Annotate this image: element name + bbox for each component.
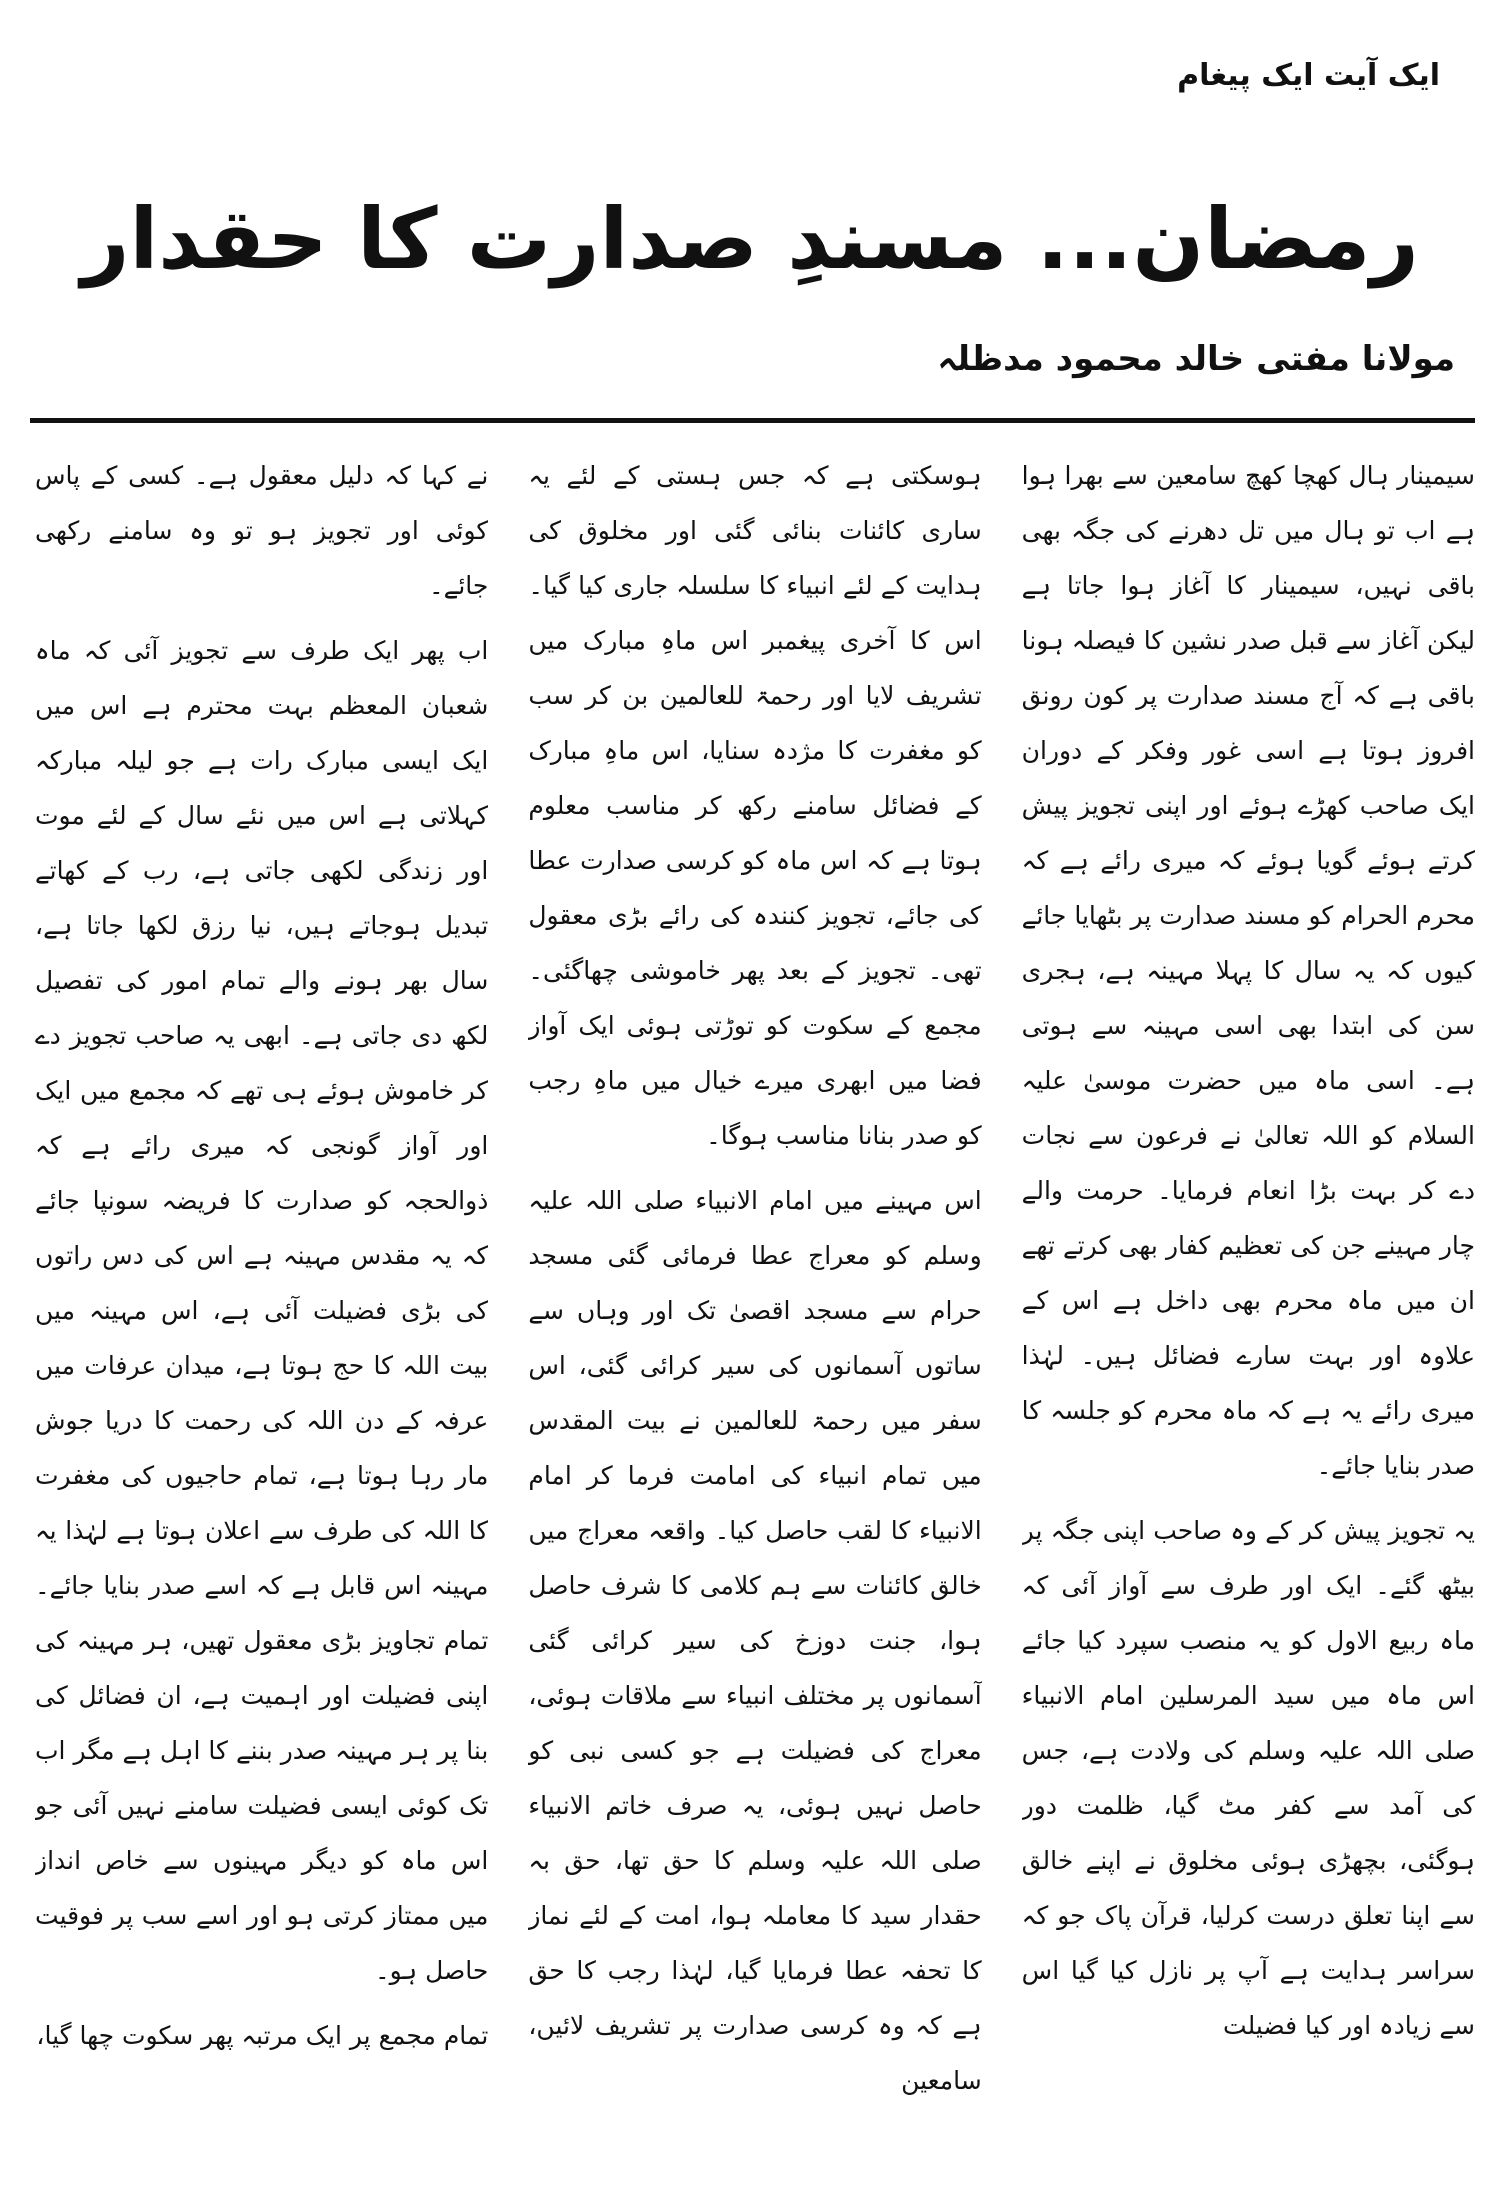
article-title: رمضان... مسندِ صدارت کا حقدار (81, 190, 1419, 288)
author-byline: مولانا مفتی خالد محمود مدظلہ (937, 339, 1455, 379)
paragraph: سیمینار ہال کھچا کھچ سامعین سے بھرا ہوا ہے اب تو ہال میں تل دھرنے کی جگہ بھی باقی نہیں، سیمینار کا آغاز ہوا جاتا ہے لیکن آغاز سے قبل صدر نشین کا فیصلہ ہونا باقی ہے کہ آج مسند صدارت پر کون رونق افروز ہوتا ہے اسی غور وفکر کے دوران ایک صاحب کھڑے ہوئے اور اپنی تجویز پیش کرتے ہوئے گویا ہوئے کہ میری رائے ہے کہ محرم الحرام کو مسند صدارت پر بٹھایا جائے کیوں کہ یہ سال کا پہلا مہینہ ہے، ہجری سن کی ابتدا بھی اسی مہینہ سے ہوتی ہے۔ اسی ماہ میں حضرت موسیٰ علیہ السلام کو اللہ تعالیٰ نے فرعون سے نجات دے کر بہت بڑا انعام فرمایا۔ حرمت والے چار مہینے جن کی تعظیم کفار بھی کرتے تھے ان میں ماہ محرم بھی داخل ہے اس کے علاوہ اور بہت سارے فضائل ہیں۔ لہٰذا میری رائے یہ ہے کہ ماہ محرم کو جلسہ کا صدر بنایا جائے۔ (1021, 461, 1475, 1480)
paragraph: یہ تجویز پیش کر کے وہ صاحب اپنی جگہ پر بیٹھ گئے۔ ایک اور طرف سے آواز آئی کہ ماہ ربیع الاول کو یہ منصب سپرد کیا جائے اس ماہ میں سید المرسلین امام الانبیاء صلی اللہ علیہ وسلم کی ولادت ہے، جس کی آمد سے کفر مٹ گیا، ظلمت دور ہوگئی، بچھڑی ہوئی مخلوق نے اپنے خالق سے اپنا تعلق درست کرلیا، قرآن پاک جو کہ سراسر ہدایت ہے آپ پر نازل کیا گیا اس سے زیادہ اور کیا فضیلت (1021, 1516, 1475, 2040)
series-label: ایک آیت ایک پیغام (1177, 58, 1440, 93)
paragraph: اس مہینے میں امام الانبیاء صلی اللہ علیہ وسلم کو معراج عطا فرمائی گئی مسجد حرام سے مسجد اقصیٰ تک اور وہاں سے ساتوں آسمانوں کی سیر کرائی گئی، اس سفر میں رحمۃ للعالمین نے بیت المقدس میں تمام انبیاء کی امامت فرما کر امام الانبیاء کا لقب حاصل کیا۔ واقعہ معراج میں خالق کائنات سے ہم کلامی کا شرف حاصل ہوا، جنت دوزخ کی سیر کرائی گئی آسمانوں پر مختلف انبیاء سے ملاقات ہوئی، معراج کی فضیلت ہے جو کسی نبی کو حاصل نہیں ہوئی، یہ صرف خاتم الانبیاء صلی اللہ علیہ وسلم کا حق تھا، حق بہ حقدار سید کا معاملہ ہوا، امت کے لئے نماز کا تحفہ عطا فرمایا گیا، لہٰذا رجب کا حق ہے کہ وہ کرسی صدارت پر تشریف لائیں، سامعین (528, 1186, 982, 2095)
paragraph: نے کہا کہ دلیل معقول ہے۔ کسی کے پاس کوئی اور تجویز ہو تو وہ سامنے رکھی جائے۔ (35, 461, 489, 600)
paragraph: تمام مجمع پر ایک مرتبہ پھر سکوت چھا گیا، (36, 2021, 489, 2050)
column-2 (528, 448, 981, 2168)
column-1 (1022, 448, 1475, 2168)
paragraph: اب پھر ایک طرف سے تجویز آئی کہ ماہ شعبان المعظم بہت محترم ہے اس میں ایک ایسی مبارک رات ہے جو لیلہ مبارکہ کہلاتی ہے اس میں نئے سال کے لئے موت اور زندگی لکھی جاتی ہے، رب کے کھاتے تبدیل ہوجاتے ہیں، نیا رزق لکھا جاتا ہے، سال بھر ہونے والے تمام امور کی تفصیل لکھ دی جاتی ہے۔ ابھی یہ صاحب تجویز دے کر خاموش ہوئے ہی تھے کہ مجمع میں ایک اور آواز گونجی کہ میری رائے ہے کہ ذوالحجہ کو صدارت کا فریضہ سونپا جائے کہ یہ مقدس مہینہ ہے اس کی دس راتوں کی بڑی فضیلت آئی ہے، اس مہینہ میں بیت اللہ کا حج ہوتا ہے، میدان عرفات میں عرفہ کے دن اللہ کی رحمت کا دریا جوش مار رہا ہوتا ہے، تمام حاجیوں کی مغفرت کا اللہ کی طرف سے اعلان ہوتا ہے لہٰذا یہ مہینہ اس قابل ہے کہ اسے صدر بنایا جائے۔ تمام تجاویز بڑی معقول تھیں، ہر مہینہ کی اپنی فضیلت اور اہمیت ہے، ان فضائل کی بنا پر ہر مہینہ صدر بننے کا اہل ہے مگر اب تک کوئی ایسی فضیلت سامنے نہیں آئی جو اس ماہ کو دیگر مہینوں سے خاص انداز میں ممتاز کرتی ہو اور اسے سب پر فوقیت حاصل ہو۔ (35, 636, 489, 1985)
article-body (35, 448, 1475, 2168)
header-divider (30, 418, 1475, 423)
column-3 (35, 448, 488, 2168)
paragraph: ہوسکتی ہے کہ جس ہستی کے لئے یہ ساری کائنات بنائی گئی اور مخلوق کی ہدایت کے لئے انبیاء کا سلسلہ جاری کیا گیا۔ اس کا آخری پیغمبر اس ماہِ مبارک میں تشریف لایا اور رحمۃ للعالمین بن کر سب کو مغفرت کا مژدہ سنایا، اس ماہِ مبارک کے فضائل سامنے رکھ کر مناسب معلوم ہوتا ہے کہ اس ماہ کو کرسی صدارت عطا کی جائے، تجویز کنندہ کی رائے بڑی معقول تھی۔ تجویز کے بعد پھر خاموشی چھاگئی۔ مجمع کے سکوت کو توڑتی ہوئی ایک آواز فضا میں ابھری میرے خیال میں ماہِ رجب کو صدر بنانا مناسب ہوگا۔ (528, 461, 982, 1150)
